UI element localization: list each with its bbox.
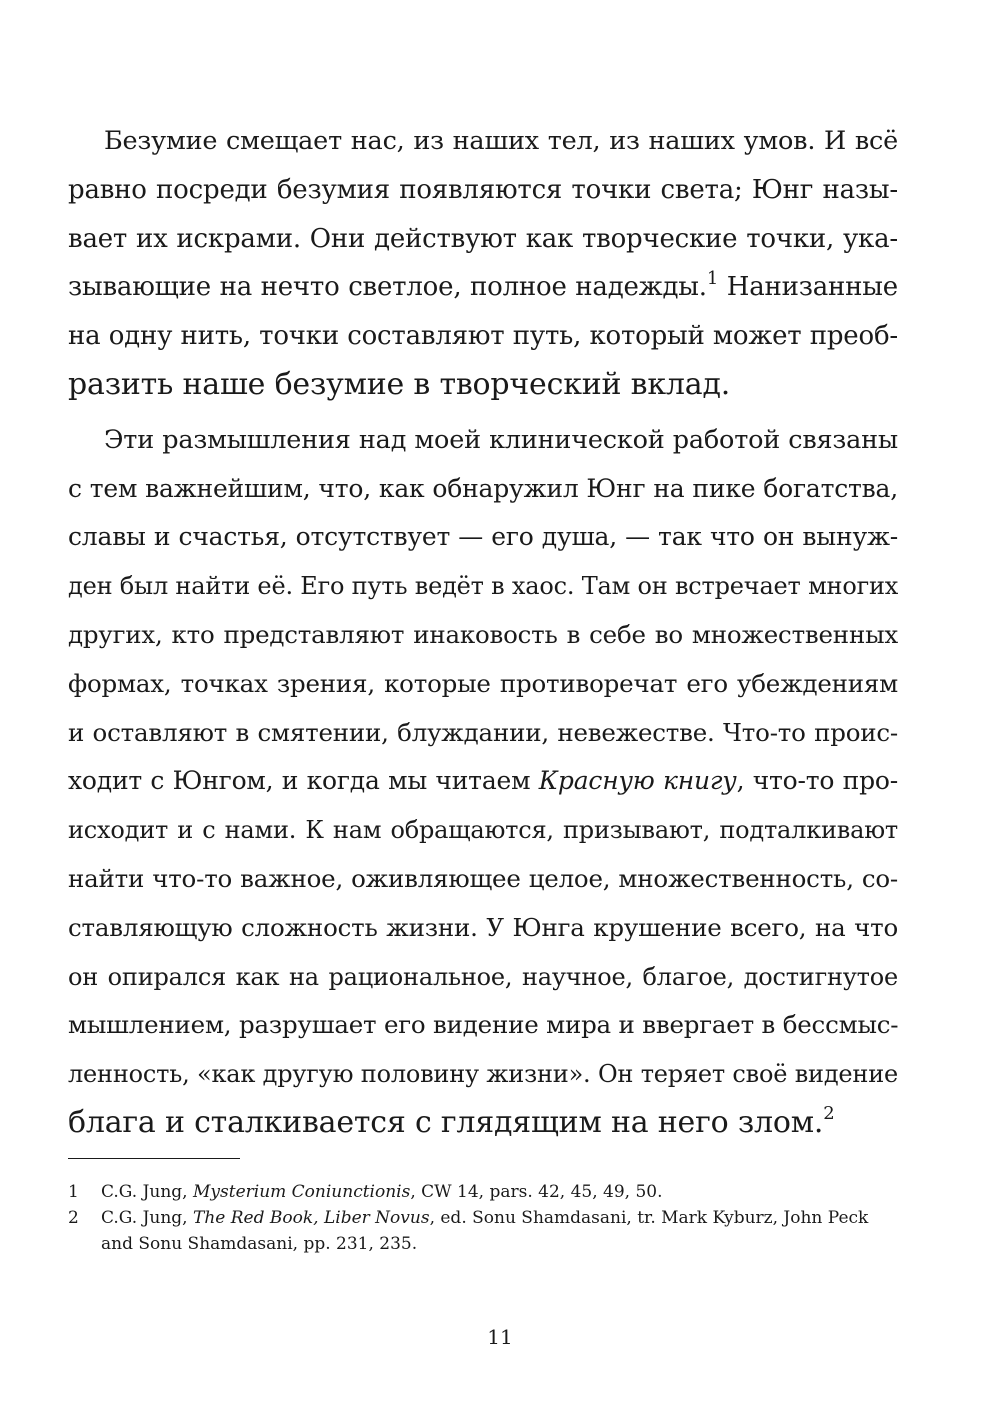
text-line: равно посреди безумия появляются точки света; Юнг назы- (68, 174, 898, 205)
text-line: ставляющую сложность жизни. У Юнга крушение всего, на что (68, 912, 898, 942)
text-line: и оставляют в смятении, блуждании, невежестве. Что-то проис- (68, 717, 898, 747)
text-line: блага и сталкивается с глядящим на него злом.$^2$ (68, 1102, 835, 1140)
text-line: ден был найти её. Его путь ведёт в хаос. Там он встречает многих (68, 572, 899, 601)
text-line: он опирался как на рациональное, научное, благое, достигнутое (68, 962, 898, 991)
text-line: Безумие смещает нас, из наших тел, из наших умов. И всё (104, 126, 898, 156)
text-line: славы и счастья, отсутствует — его душа, — так что он вынуж- (68, 522, 898, 552)
paragraph-2 (68, 416, 898, 1148)
text-line: на одну нить, точки составляют путь, который может преоб- (68, 321, 898, 352)
paragraph-1 (68, 117, 898, 410)
footnote-reference-1: 1 (706, 267, 719, 289)
main-text (68, 117, 898, 1148)
text-line: разить наше безумие в творческий вклад. (68, 366, 731, 402)
text-line: ленность, «как другую половину жизни». Он теряет своё видение (68, 1060, 898, 1089)
footnote-reference-2: 2 (823, 1102, 835, 1124)
footnotes (68, 1179, 900, 1257)
footnote-text: C.G. Jung, The Red Book, Liber Novus, ed. Sonu Shamdasani, tr. Mark Kyburz, John Peck and Sonu Shamdasani, pp. 231, 235. (101, 1208, 869, 1254)
footnote-text: C.G. Jung, Mysterium Coniunctionis, CW 14, pars. 42, 45, 49, 50. (101, 1182, 663, 1202)
text-line: ходит с Юнгом, и когда мы читаем Красную книгу, что-то про- (68, 766, 898, 796)
text-line: вает их искрами. Они действуют как творческие точки, ука- (68, 223, 898, 254)
text-line: Эти размышления над моей клинической работой связаны (104, 424, 898, 455)
footnote-2 (68, 1205, 900, 1257)
text-line: зывающие на нечто светлое, полное надежды.$^1$ Нанизанные (68, 267, 898, 303)
footnote-1 (68, 1179, 900, 1205)
page-number: 11 (487, 1325, 513, 1349)
text-line: других, кто представляют инаковость в себе во множественных (68, 619, 898, 649)
footnote-number: 1 (68, 1182, 79, 1202)
book-title-italic: Красную книгу (538, 766, 737, 796)
footnote-number: 2 (68, 1208, 79, 1228)
text-line: формах, точках зрения, которые противоречат его убеждениям (68, 668, 898, 698)
text-line: с тем важнейшим, что, как обнаружил Юнг на пике богатства, (68, 473, 898, 503)
footnote-divider (68, 1158, 240, 1159)
text-line: исходит и с нами. К нам обращаются, призывают, подталкивают (68, 816, 898, 845)
text-line: мышлением, разрушает его видение мира и ввергает в бессмыс- (68, 1010, 899, 1040)
text-line: найти что-то важное, оживляющее целое, множественность, со- (68, 863, 898, 893)
